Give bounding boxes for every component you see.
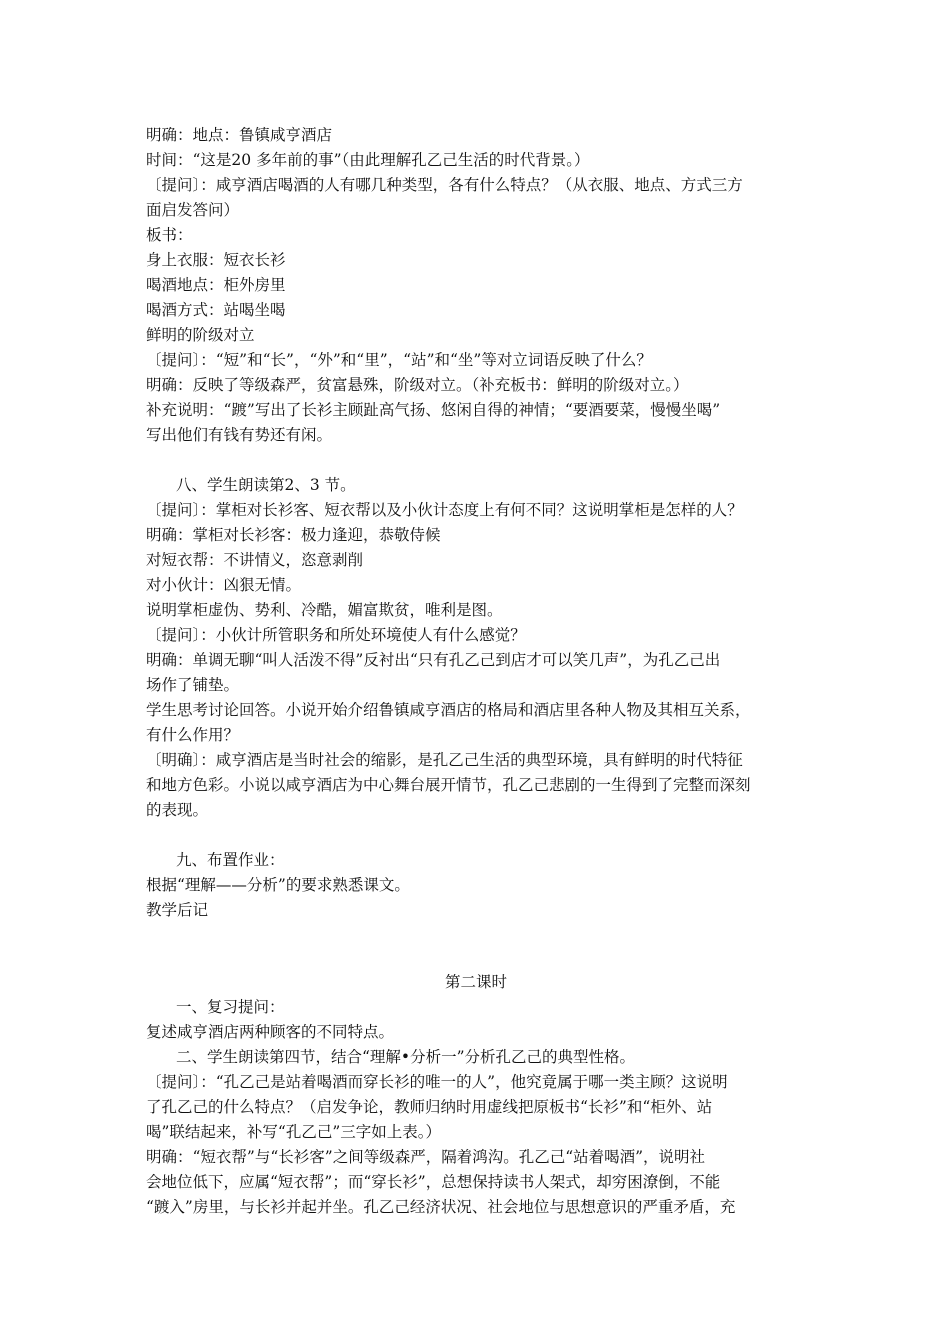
text-line: 〔提问〕：掌柜对长衫客、短衣帮以及小伙计态度上有何不同？这说明掌柜是怎样的人？ (146, 501, 743, 519)
text-line: 明确：单调无聊“叫人活泼不得”反衬出“只有孔乙己到店才可以笑几声”，为孔乙己出 (146, 651, 721, 669)
text-line: 学生思考讨论回答。小说开始介绍鲁镇咸亨酒店的格局和酒店里各种人物及其相互关系， (146, 701, 751, 719)
text-line: 对短衣帮：不讲情义，恣意剥削 (146, 551, 364, 569)
text-line: 场作了铺垫。 (146, 676, 240, 694)
text-line (146, 448, 806, 473)
text-line: 〔明确〕：咸亨酒店是当时社会的缩影，是孔乙己生活的典型环境，具有鲜明的时代特征 (146, 751, 743, 769)
text-line: 〔提问〕：“孔乙己是站着喝酒而穿长衫的唯一的人”，他究竟属于哪一类主顾？这说明 (146, 1073, 728, 1091)
text-line: 时间：“这是20 多年前的事”（由此理解孔乙己生活的时代背景。） (146, 151, 590, 169)
section-heading: 一、复习提问： (176, 998, 285, 1016)
text-line: 明确：地点：鲁镇咸亨酒店 (146, 126, 333, 144)
text-line: 鲜明的阶级对立 (146, 326, 255, 344)
text-line: 会地位低下，应属“短衣帮”；而“穿长衫”，总想保持读书人架式，却穷困潦倒，不能 (146, 1173, 721, 1191)
text-line: 明确：反映了等级森严，贫富悬殊，阶级对立。（补充板书：鲜明的阶级对立。） (146, 376, 689, 394)
text-line: 写出他们有钱有势还有闲。 (146, 426, 333, 444)
text-line: 复述咸亨酒店两种顾客的不同特点。 (146, 1023, 395, 1041)
section-heading: 九、布置作业： (176, 851, 285, 869)
section-heading: 二、学生朗读第四节，结合“理解•分析一”分析孔乙己的典型性格。 (176, 1048, 635, 1066)
text-line: 补充说明：“踱”写出了长衫主顾趾高气扬、悠闲自得的神情；“要酒要菜，慢慢坐喝” (146, 401, 721, 419)
text-line: 〔提问〕：咸亨酒店喝酒的人有哪几种类型，各有什么特点？（从衣服、地点、方式三方 (146, 176, 743, 194)
body-text (146, 123, 806, 923)
section-title: 第二课时 (444, 973, 507, 991)
text-line: 教学后记 (146, 901, 209, 919)
text-line: 喝酒方式：站喝坐喝 (146, 301, 286, 319)
text-line: 明确：掌柜对长衫客：极力逢迎，恭敬侍候 (146, 526, 441, 544)
text-line: 说明掌柜虚伪、势利、冷酷，媚富欺贫，唯利是图。 (146, 601, 503, 619)
text-line: 有什么作用？ (146, 726, 240, 744)
section-heading: 八、学生朗读第2、3 节。 (176, 476, 356, 494)
text-line: 板书： (146, 226, 193, 244)
text-line: “踱入”房里，与长衫并起并坐。孔乙己经济状况、社会地位与思想意识的严重矛盾，充 (146, 1198, 736, 1216)
text-line (146, 823, 806, 848)
text-line: 了孔乙己的什么特点？（启发争论，教师归纳时用虚线把原板书“长衫”和“柜外、站 (146, 1098, 713, 1116)
text-line: 喝”联结起来，补写“孔乙己”三字如上表。） (146, 1123, 442, 1141)
text-line: 对小伙计：凶狠无情。 (146, 576, 302, 594)
text-line: 的表现。 (146, 801, 209, 819)
text-line: 〔提问〕：小伙计所管职务和所处环境使人有什么感觉？ (146, 626, 526, 644)
text-line: 〔提问〕：“短”和“长”，“外”和“里”，“站”和“坐”等对立词语反映了什么？ (146, 351, 652, 369)
text-line: 根据“理解——分析”的要求熟悉课文。 (146, 876, 410, 894)
lesson-two-block (146, 970, 806, 1245)
text-line (146, 1220, 806, 1245)
text-line: 身上衣服：短衣长衫 (146, 251, 286, 269)
text-line: 面启发答问） (146, 201, 240, 219)
text-line: 喝酒地点：柜外房里 (146, 276, 286, 294)
text-line: 和地方色彩。小说以咸亨酒店为中心舞台展开情节，孔乙己悲剧的一生得到了完整而深刻 (146, 776, 751, 794)
text-line: 明确：“短衣帮”与“长衫客”之间等级森严，隔着鸿沟。孔乙己“站着喝酒”，说明社 (146, 1148, 706, 1166)
